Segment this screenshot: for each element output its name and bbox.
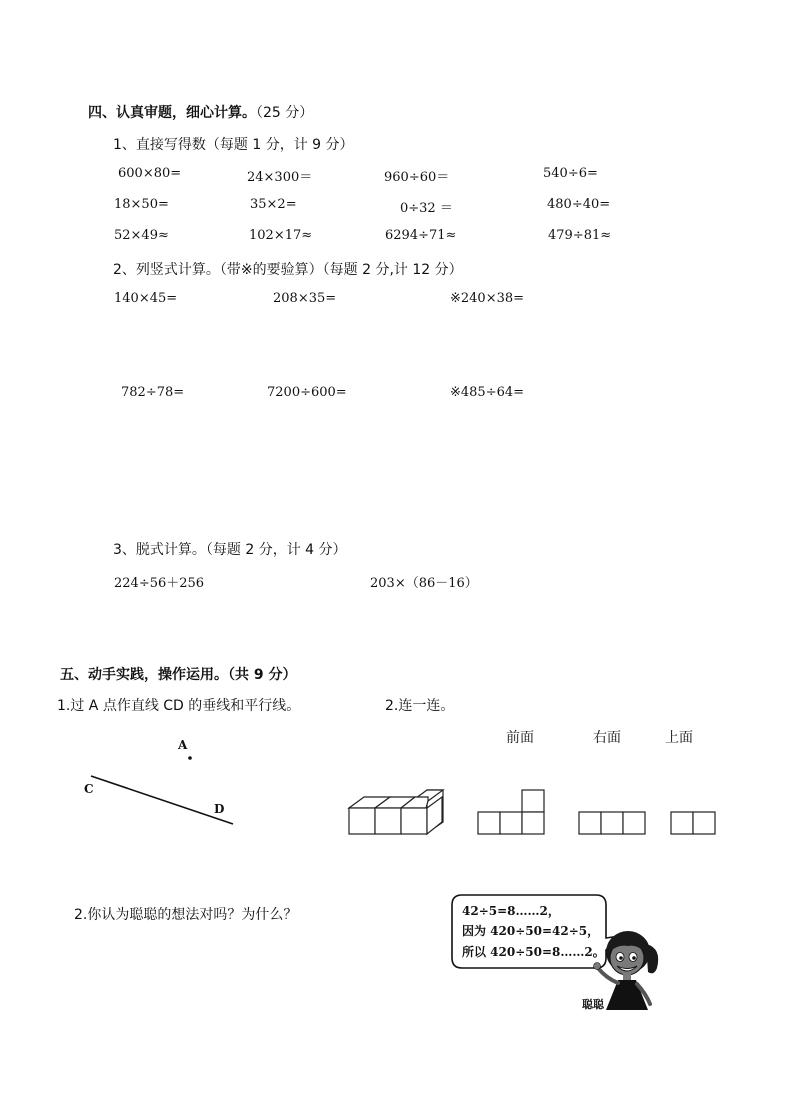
q2-item: 7200÷600=	[267, 385, 347, 400]
view-label-top: 上面	[665, 730, 693, 746]
label-c: C	[84, 782, 94, 796]
neck	[623, 974, 631, 980]
q2-title: 2、列竖式计算。（带※的要验算）（每题 2 分,计 12 分）	[113, 262, 463, 278]
dress	[606, 980, 648, 1010]
q1-item: 35×2=	[250, 197, 297, 212]
q5-2-connect-text: 2.连一连。	[385, 698, 455, 714]
q2-item: 782÷78=	[121, 385, 185, 400]
section-5-title: 五、动手实践，操作运用。（共 9 分）	[60, 667, 297, 683]
q1-item: 600×80=	[118, 166, 182, 181]
q1-item: 24×300＝	[247, 170, 313, 185]
q3-title: 3、脱式计算。（每题 2 分，计 4 分）	[113, 542, 347, 558]
q1-title: 1、直接写得数（每题 1 分，计 9 分）	[113, 137, 354, 153]
q2-item: ※485÷64=	[450, 385, 525, 400]
view-label-right: 右面	[593, 730, 621, 746]
right-pupil	[632, 956, 636, 960]
character-name: 聪聪	[582, 998, 604, 1011]
q1-item: 102×17≈	[249, 228, 313, 243]
label-a: A	[178, 738, 188, 752]
q1-item: 480÷40=	[547, 197, 611, 212]
q5-1-text: 1.过 A 点作直线 CD 的垂线和平行线。	[57, 698, 301, 714]
q5-3-text: 2.你认为聪聪的想法对吗？为什么？	[74, 907, 298, 923]
bubble-line-3: 所以 420÷50=8……2。	[462, 945, 605, 959]
ponytail	[646, 944, 658, 973]
q2-item: ※240×38=	[450, 291, 525, 306]
q3-item: 203×（86－16）	[370, 576, 478, 591]
view-label-front: 前面	[506, 730, 534, 746]
label-d: D	[214, 802, 225, 816]
q1-item: 6294÷71≈	[385, 228, 457, 243]
q1-item: 18×50=	[114, 197, 169, 212]
q1-item: 479÷81≈	[548, 228, 612, 243]
q3-item: 224÷56＋256	[114, 576, 205, 591]
q2-item: 208×35=	[273, 291, 337, 306]
q1-item: 540÷6=	[543, 166, 598, 181]
left-pupil	[619, 956, 623, 960]
q1-item: 0÷32 ＝	[400, 201, 453, 216]
bubble-line-2: 因为 420÷50=42÷5，	[462, 924, 600, 938]
hand	[594, 963, 601, 970]
section-4-points: （25 分）	[256, 105, 314, 121]
q1-item: 52×49≈	[114, 228, 169, 243]
q1-item: 960÷60＝	[384, 170, 450, 185]
section-4-title: 四、认真审题，细心计算。	[88, 105, 256, 121]
bubble-line-1: 42÷5=8……2，	[462, 904, 560, 918]
q2-item: 140×45=	[114, 291, 178, 306]
